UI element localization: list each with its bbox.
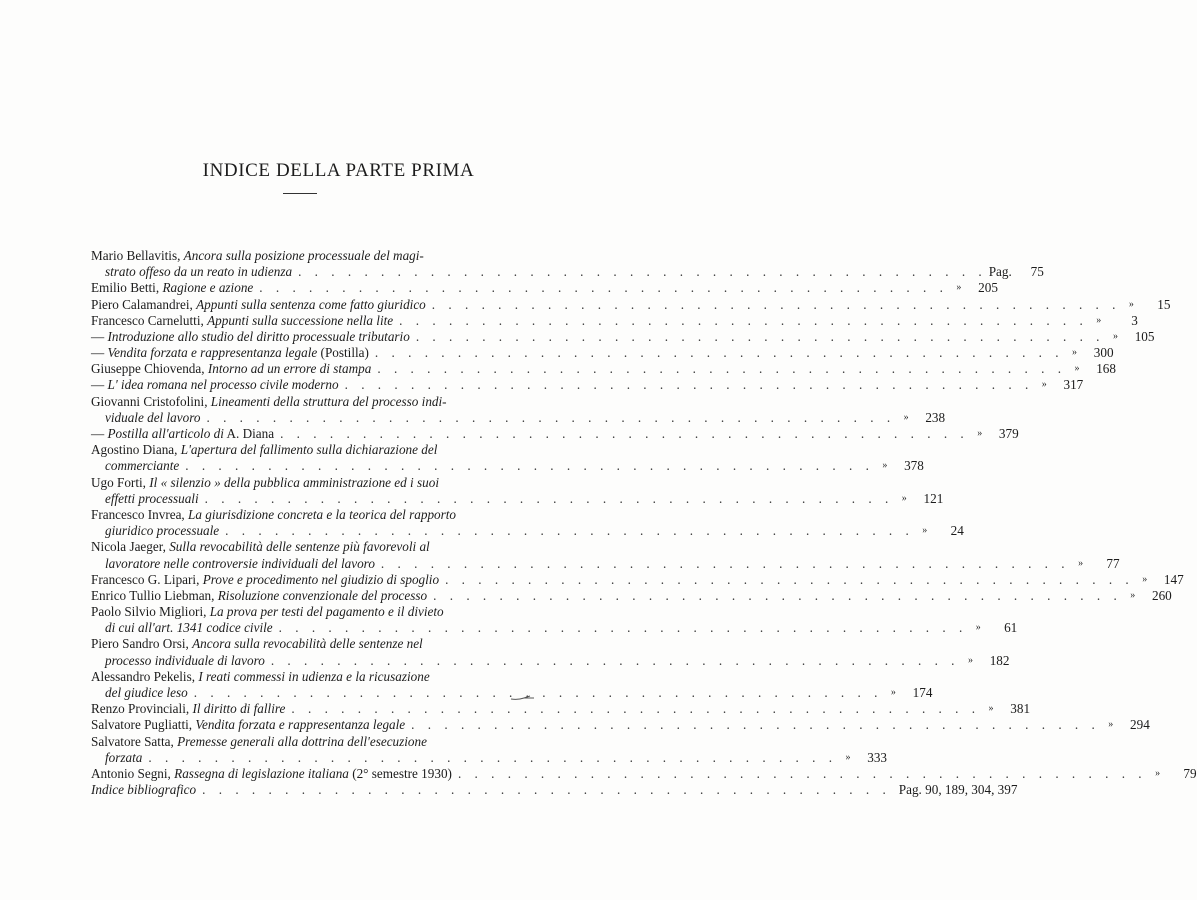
ditto-mark: » [988, 703, 994, 715]
entry-title: La prova per testi del pagamento e il divieto [209, 604, 444, 620]
toc-entry [91, 474, 944, 507]
entry-author: Nicola Jaeger, [91, 539, 166, 555]
entry-author: — [91, 345, 105, 361]
page-number: 168 [1096, 361, 1116, 377]
toc-text [91, 345, 369, 361]
leader-dots [219, 523, 914, 539]
page-number: 15 [1157, 296, 1171, 312]
toc-line [91, 717, 1150, 733]
entry-author: Giovanni Cristofolini, [91, 393, 208, 409]
toc-text [91, 280, 253, 296]
toc-line [91, 426, 1019, 442]
entry-author: Enrico Tullio Liebman, [91, 587, 215, 603]
toc-line [91, 442, 503, 458]
entry-title-cont: di cui all'art. 1341 codice civile [105, 620, 273, 636]
toc-line [91, 587, 1172, 604]
entry-title: Lineamenti della struttura del processo indi- [210, 393, 447, 409]
ditto-mark: » [901, 492, 907, 504]
toc-line [91, 637, 503, 653]
entry-title: Appunti sulla sentenza come fatto giuridico [196, 296, 426, 312]
entry-title: Appunti sulla successione nella lite [207, 312, 394, 328]
entry-title-cont: lavoratore nelle controversie individuali del lavoro [105, 555, 375, 571]
entry-author: Mario Bellavitis, [91, 247, 181, 263]
page-number: 300 [1093, 345, 1114, 361]
ditto-mark: » [1128, 298, 1134, 310]
entry-author: Francesco G. Lipari, [91, 571, 200, 587]
toc-text [91, 442, 437, 458]
ditto-mark: » [922, 525, 928, 537]
entry-author: Renzo Provinciali, [91, 701, 190, 717]
ditto-mark: » [890, 687, 896, 699]
toc-text [91, 636, 423, 652]
title-rule [283, 193, 317, 194]
toc-entry [91, 280, 998, 296]
toc-entry [91, 506, 964, 539]
toc-text [91, 717, 405, 733]
toc-text [91, 297, 426, 313]
toc-line [91, 749, 888, 766]
leader-dots [410, 329, 1105, 345]
toc-text [91, 604, 444, 620]
toc-line [91, 264, 1044, 280]
entry-title-cont: effetti processuali [105, 490, 199, 506]
entry-author: Agostino Diana, [91, 442, 178, 458]
entry-title: La giurisdizione concreta e la teorica del rapporto [188, 506, 457, 522]
entry-title: Sulla revocabilità delle sentenze più favorevoli al [169, 539, 430, 555]
toc-line [91, 507, 503, 523]
entry-title: Ragione e azione [162, 280, 254, 296]
page-number: 24 [950, 523, 964, 539]
page-number: 294 [1130, 717, 1150, 733]
toc-text [91, 361, 371, 377]
toc-line [91, 280, 998, 296]
leader-dots [339, 377, 1034, 393]
toc-entry [91, 345, 1114, 361]
entry-title-cont: processo individuale di lavoro [105, 652, 265, 668]
page-number: 260 [1151, 587, 1172, 603]
page-number: 238 [925, 409, 946, 425]
entry-author: Emilio Betti, [91, 280, 160, 296]
ditto-mark: » [956, 282, 962, 294]
entry-author: Piero Calamandrei, [91, 296, 193, 312]
entry-author: Ugo Forti, [91, 474, 146, 490]
ditto-mark: » [1155, 767, 1161, 779]
ditto-mark: » [1078, 557, 1084, 569]
leader-dots [369, 345, 1064, 361]
toc-line [91, 701, 1031, 717]
toc-text [91, 475, 439, 491]
ditto-mark: » [1096, 314, 1102, 326]
entry-title-cont: viduale del lavoro [105, 409, 201, 425]
toc-text [105, 491, 199, 507]
toc-entry [91, 733, 888, 766]
page-number: 121 [923, 490, 944, 506]
toc-text [105, 410, 200, 426]
toc-entry [91, 636, 1010, 669]
toc-line [91, 328, 1155, 345]
entry-title: L' idea romana nel processo civile moderno [107, 377, 339, 393]
toc-line [91, 604, 503, 620]
ditto-mark: » [1074, 363, 1080, 375]
page-number: 105 [1134, 328, 1155, 344]
entry-title: I reati commessi in udienza e la ricusazione [198, 668, 430, 684]
ditto-mark: » [845, 751, 851, 763]
toc-line [91, 571, 1184, 588]
toc-text [105, 556, 375, 572]
toc-entry [91, 604, 1018, 636]
page-number: 147 [1163, 571, 1184, 587]
toc-entry [91, 296, 1171, 313]
toc-text [105, 653, 265, 669]
toc-entry [91, 668, 933, 701]
ditto-mark: » [1072, 347, 1078, 359]
entry-title: Postilla all'articolo di [107, 426, 224, 442]
leader-dots [427, 588, 1122, 604]
page-number: 205 [978, 280, 998, 296]
leader-dots [253, 280, 948, 296]
page-number: 3 [1131, 312, 1138, 328]
entry-title: Premesse generali alla dottrina dell'esecuzione [177, 733, 427, 749]
toc-text [91, 377, 339, 393]
entry-author: — [91, 328, 105, 344]
toc-line [91, 345, 1114, 361]
entry-title: Il « silenzio » della pubblica amministrazione ed i suoi [149, 474, 439, 490]
entry-title: Vendita forzata e rappresentanza legale [195, 717, 406, 733]
toc-line [91, 361, 1116, 377]
toc-entry [91, 377, 1084, 394]
page-number: 79 [1183, 765, 1197, 781]
ditto-mark: » [975, 622, 981, 634]
toc-line [91, 620, 1018, 636]
leader-dots [273, 620, 968, 636]
toc-text [105, 523, 219, 539]
entry-author: Alessandro Pekelis, [91, 668, 196, 684]
page-number: 77 [1106, 555, 1120, 571]
entry-title: Risoluzione convenzionale del processo [217, 587, 428, 603]
pencil-mark [510, 692, 536, 702]
toc-entry [91, 442, 924, 474]
leader-dots [200, 410, 895, 426]
entry-note: (2° semestre 1930) [352, 765, 452, 781]
entry-title: Il diritto di fallire [192, 701, 286, 717]
toc-text [91, 669, 430, 685]
entry-title: Prove e procedimento nel giudizio di spoglio [202, 571, 440, 587]
page-number: 317 [1063, 377, 1084, 393]
leader-dots [375, 556, 1070, 572]
page-number: 75 [1030, 264, 1044, 280]
toc-line [91, 475, 503, 491]
entry-title: Introduzione allo studio del diritto processuale tributario [107, 328, 410, 344]
entry-title: Rassegna di legislazione italiana [174, 765, 349, 781]
entry-author: Salvatore Satta, [91, 733, 174, 749]
ditto-mark: » [882, 460, 888, 472]
ditto-mark: » [1108, 719, 1114, 731]
leader-dots [452, 766, 1147, 782]
ditto-mark: » [1112, 330, 1118, 342]
page-number: 333 [867, 749, 888, 765]
leader-dots [292, 264, 987, 280]
page-number: 381 [1010, 701, 1031, 717]
toc-entry [91, 328, 1155, 345]
bibliography-pages: Pag. 90, 189, 304, 397 [898, 782, 1018, 798]
page-prefix: Pag. [988, 264, 1012, 280]
toc-line [91, 652, 1010, 669]
toc-text [91, 426, 274, 442]
leader-dots [371, 361, 1066, 377]
toc-line [91, 685, 933, 701]
table-of-contents [91, 247, 1197, 798]
toc-line [91, 394, 503, 410]
ditto-mark: » [903, 411, 909, 423]
toc-text [91, 572, 439, 588]
ditto-mark: » [1142, 573, 1148, 585]
toc-line [91, 539, 503, 555]
ditto-mark: » [1041, 379, 1047, 391]
toc-text [105, 750, 142, 766]
toc-line [91, 377, 1084, 394]
toc-entry [91, 571, 1184, 588]
entry-author: — [91, 426, 105, 442]
toc-line [91, 555, 1120, 572]
leader-dots [285, 701, 980, 717]
toc-entry [91, 426, 1019, 442]
entry-author: Piero Sandro Orsi, [91, 636, 189, 652]
entry-title-cont: giuridico processuale [105, 523, 220, 539]
entry-author: Paolo Silvio Migliori, [91, 604, 207, 620]
page-number: 379 [998, 426, 1019, 442]
toc-entry [91, 247, 1044, 280]
entry-author: Salvatore Pugliatti, [91, 717, 193, 733]
page-number: 174 [912, 685, 933, 701]
leader-dots [196, 782, 891, 798]
toc-line [91, 296, 1171, 313]
toc-text [91, 394, 447, 410]
toc-line [91, 782, 1018, 798]
page-number: 378 [904, 458, 924, 474]
toc-line [91, 409, 946, 426]
toc-text [105, 620, 273, 636]
toc-line [91, 765, 1197, 782]
entry-author: Antonio Segni, [91, 765, 171, 781]
entry-title-cont: commerciante [105, 458, 180, 474]
toc-text [91, 329, 410, 345]
toc-text [105, 685, 188, 701]
toc-line [91, 523, 964, 539]
leader-dots [393, 313, 1088, 329]
bibliography-label: Indice bibliografico [91, 782, 197, 798]
toc-text [91, 782, 196, 798]
entry-author: Francesco Invrea, [91, 506, 185, 522]
entry-author: Giuseppe Chiovenda, [91, 361, 205, 377]
entry-author: Francesco Carnelutti, [91, 312, 204, 328]
entry-title: Vendita forzata e rappresentanza legale [107, 345, 318, 361]
leader-dots [439, 572, 1134, 588]
toc-line [91, 669, 503, 685]
toc-text [91, 539, 430, 555]
page-title: INDICE DELLA PARTE PRIMA [202, 160, 475, 181]
toc-entry [91, 393, 946, 426]
toc-text [91, 313, 393, 329]
toc-line [91, 734, 503, 750]
toc-entry [91, 765, 1197, 782]
toc-line [91, 490, 944, 507]
leader-dots [426, 297, 1121, 313]
toc-text [91, 248, 424, 264]
entry-title: L'apertura del fallimento sulla dichiarazione del [180, 442, 438, 458]
toc-text [91, 507, 456, 523]
entry-author: — [91, 377, 105, 393]
toc-text [91, 766, 452, 782]
toc-line [91, 312, 1138, 329]
toc-text [91, 701, 285, 717]
entry-title: Ancora sulla posizione processuale del magi- [183, 247, 424, 263]
page-number: 182 [989, 652, 1010, 668]
entry-title: Ancora sulla revocabilità delle sentenze nel [192, 636, 423, 652]
ditto-mark: » [1130, 589, 1136, 601]
toc-text [91, 734, 427, 750]
leader-dots [142, 750, 837, 766]
toc-text [105, 264, 292, 280]
leader-dots [179, 458, 874, 474]
toc-entry [91, 587, 1172, 604]
entry-title-cont: strato offeso da un reato in udienza [105, 264, 293, 280]
toc-entry [91, 361, 1116, 377]
ditto-mark: » [977, 428, 983, 440]
entry-note: A. Diana [226, 426, 275, 442]
bibliography-entry [91, 782, 1018, 798]
entry-note: (Postilla) [320, 345, 369, 361]
leader-dots [274, 426, 969, 442]
ditto-mark: » [967, 654, 973, 666]
toc-entry [91, 717, 1150, 733]
toc-entry [91, 312, 1138, 329]
toc-line [91, 248, 503, 264]
toc-entry [91, 701, 1031, 717]
entry-title: Intorno ad un errore di stampa [207, 361, 372, 377]
leader-dots [405, 717, 1100, 733]
toc-line [91, 458, 924, 474]
toc-text [91, 588, 427, 604]
toc-text [105, 458, 179, 474]
entry-title-cont: del giudice leso [105, 685, 188, 701]
leader-dots [199, 491, 894, 507]
leader-dots [265, 653, 960, 669]
toc-entry [91, 539, 1120, 571]
page-number: 61 [1004, 620, 1018, 636]
entry-title-cont: forzata [105, 749, 143, 765]
